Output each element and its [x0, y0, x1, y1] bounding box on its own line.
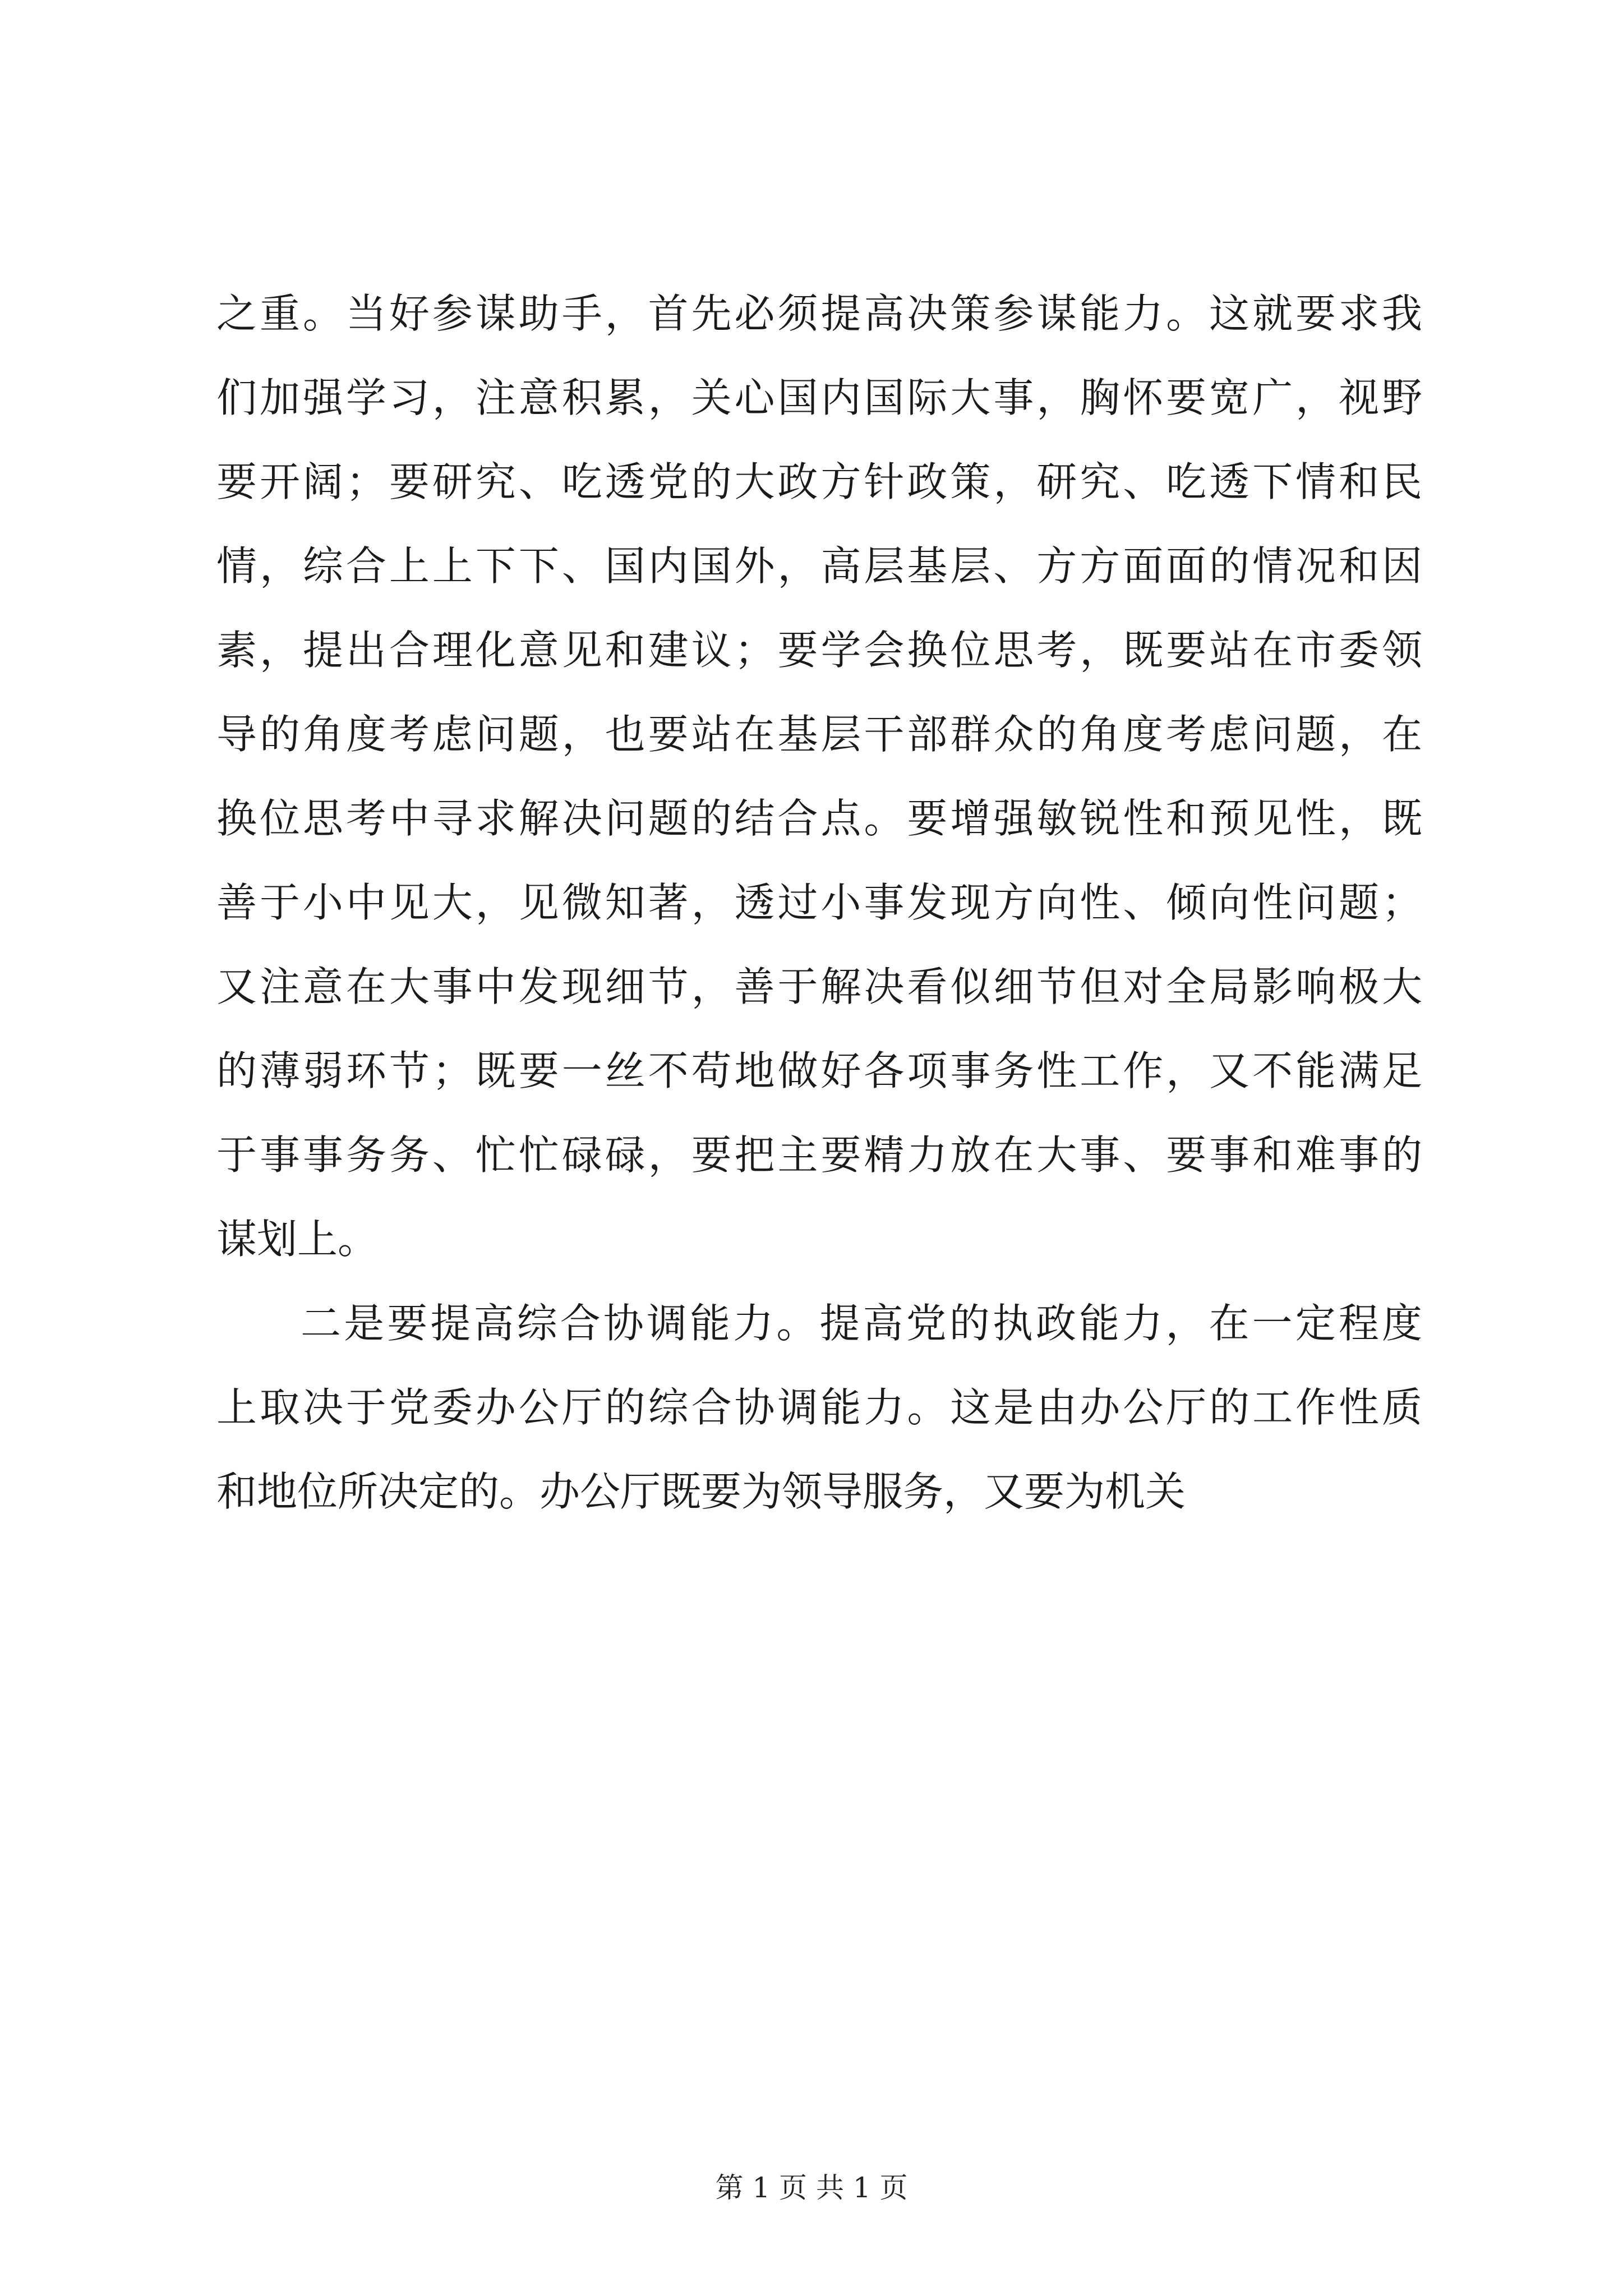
text-line: 善于小中见大，见微知著，透过小事发现方向性、倾向性问题； — [216, 879, 1422, 926]
text-line: 们加强学习，注意积累，关心国内国际大事，胸怀要宽广，视野 — [216, 374, 1422, 421]
page-footer — [0, 2171, 1623, 2205]
text-line: 上取决于党委办公厅的综合协调能力。这是由办公厅的工作性质 — [216, 1384, 1422, 1431]
text-line: 素，提出合理化意见和建议；要学会换位思考，既要站在市委领 — [216, 627, 1422, 674]
page-number-label: 第 1 页 共 1 页 — [715, 2171, 908, 2204]
text-line: 的薄弱环节；既要一丝不苟地做好各项事务性工作，又不能满足 — [216, 1047, 1422, 1094]
text-line: 换位思考中寻求解决问题的结合点。要增强敏锐性和预见性，既 — [216, 795, 1422, 842]
text-line: 要开阔；要研究、吃透党的大政方针政策，研究、吃透下情和民 — [216, 458, 1422, 505]
text-line: 又注意在大事中发现细节，善于解决看似细节但对全局影响极大 — [216, 963, 1422, 1010]
text-line: 于事事务务、忙忙碌碌，要把主要精力放在大事、要事和难事的 — [216, 1131, 1422, 1179]
text-line: 和地位所决定的。办公厅既要为领导服务，又要为机关 — [216, 1468, 1186, 1515]
text-line: 情，综合上上下下、国内国外，高层基层、方方面面的情况和因 — [216, 542, 1422, 590]
text-line: 谋划上。 — [216, 1216, 379, 1263]
text-line: 之重。当好参谋助手，首先必须提高决策参谋能力。这就要求我 — [216, 290, 1422, 337]
body-text — [216, 272, 1422, 1534]
text-line: 导的角度考虑问题，也要站在基层干部群众的角度考虑问题，在 — [216, 711, 1422, 758]
text-line: 二是要提高综合协调能力。提高党的执政能力，在一定程度 — [301, 1300, 1422, 1347]
